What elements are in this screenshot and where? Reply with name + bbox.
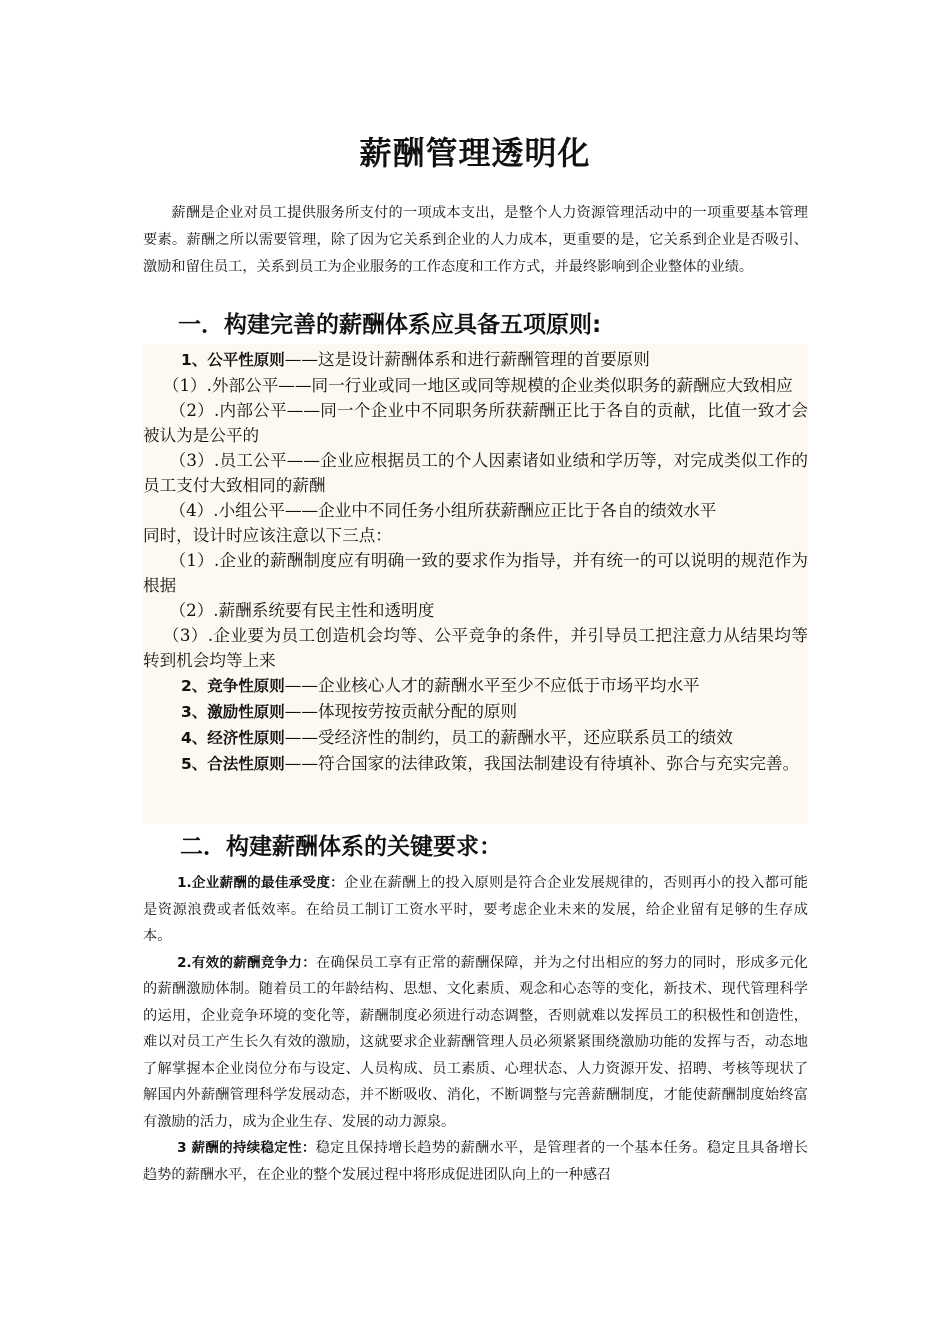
section-1-heading: 一．构建完善的薪酬体系应具备五项原则:: [178, 312, 602, 338]
fairness-item: （2）.内部公平——同一个企业中不同职务所获薪酬正比于各自的贡献，比值一致才会被认为是公平的: [143, 401, 808, 445]
requirement-1: [143, 870, 808, 950]
principle-5: [143, 751, 808, 777]
requirement-3-label: 3 薪酬的持续稳定性：: [177, 1140, 316, 1156]
principle-2: [143, 673, 808, 699]
requirement-2-label: 2.有效的薪酬竞争力：: [177, 954, 317, 971]
requirement-1-text: 企业在薪酬上的投入原则是符合企业发展规律的，否则再小的投入都可能是资源浪费或者低效率。在给员工制订工资水平时，要考虑企业未来的发展，给企业留有足够的生存成本。: [143, 875, 808, 944]
fairness-item: （1）.外部公平——同一行业或同一地区或同等规模的企业类似职务的薪酬应大致相应: [162, 376, 793, 395]
principle-1: [143, 347, 808, 373]
principle-4-label: 4、经济性原则: [181, 729, 285, 747]
requirement-3: [143, 1135, 808, 1188]
principles-block: [143, 347, 808, 777]
fairness-item: （4）.小组公平——企业中不同任务小组所获薪酬应正比于各自的绩效水平: [169, 501, 717, 520]
principle-2-text: ——企业核心人才的薪酬水平至少不应低于市场平均水平: [284, 676, 700, 695]
fairness-item: （3）.员工公平——企业应根据员工的个人因素诸如业绩和学历等，对完成类似工作的员工支付大致相同的薪酬: [143, 451, 808, 495]
requirement-2-text: 在确保员工享有正常的薪酬保障，并为之付出相应的努力的同时，形成多元化的薪酬激励体制。随着员工的年龄结构、思想、文化素质、观念和心态等的变化，新技术、现代管理科学的运用，企业竞争环境的变化等，薪酬制度必须进行动态调整，否则就难以发挥员工的积极性和创造性，难以对员工产生长久有效的激励，这就要求企业薪酬管理人员必须紧紧围绕激励功能的发挥与否，动态地了解掌握本企业岗位分布与设定、人员构成、员工素质、心理状态、人力资源开发、招聘、考核等现状了解国内外薪酬管理科学发展动态，并不断吸收、消化，不断调整与完善薪酬制度，才能使薪酬制度始终富有激励的活力，成为企业生存、发展的动力源泉。: [143, 954, 808, 1130]
note-item: （2）.薪酬系统要有民主性和透明度: [169, 601, 435, 620]
principle-3-label: 3、激励性原则: [181, 703, 285, 721]
principle-5-text: ——符合国家的法律政策，我国法制建设有待填补、弥合与充实完善。: [284, 754, 800, 773]
requirements-block: [143, 870, 808, 1188]
principle-2-label: 2、竞争性原则: [181, 677, 285, 695]
requirement-3-text: 稳定且保持增长趋势的薪酬水平，是管理者的一个基本任务。稳定且具备增长趋势的薪酬水平，在企业的整个发展过程中将形成促进团队向上的一种感召: [143, 1140, 808, 1183]
principle-4: [143, 725, 808, 751]
principle-4-text: ——受经济性的制约，员工的薪酬水平，还应联系员工的绩效: [284, 728, 733, 747]
principle-5-label: 5、合法性原则: [181, 755, 285, 773]
page-title: 薪酬管理透明化: [359, 134, 591, 172]
design-note: 同时，设计时应该注意以下三点：: [143, 526, 392, 545]
note-item: （3）.企业要为员工创造机会均等、公平竞争的条件，并引导员工把注意力从结果均等转到机会均等上来: [143, 626, 808, 670]
requirement-1-label: 1.企业薪酬的最佳承受度：: [177, 875, 344, 891]
section-2-heading: 二．构建薪酬体系的关键要求：: [180, 834, 502, 860]
intro-paragraph: 薪酬是企业对员工提供服务所支付的一项成本支出，是整个人力资源管理活动中的一项重要基本管理要素。薪酬之所以需要管理，除了因为它关系到企业的人力成本，更重要的是，它关系到企业是否吸引、激励和留住员工，关系到员工为企业服务的工作态度和工作方式，并最终影响到企业整体的业绩。: [143, 205, 808, 275]
principle-3: [143, 699, 808, 725]
principle-1-label: 1、公平性原则: [181, 351, 285, 369]
principle-3-text: ——体现按劳按贡献分配的原则: [284, 702, 518, 721]
requirement-2: [143, 950, 808, 1136]
principle-1-text: ——这是设计薪酬体系和进行薪酬管理的首要原则: [284, 350, 650, 369]
note-item: （1）.企业的薪酬制度应有明确一致的要求作为指导，并有统一的可以说明的规范作为根据: [143, 551, 808, 595]
